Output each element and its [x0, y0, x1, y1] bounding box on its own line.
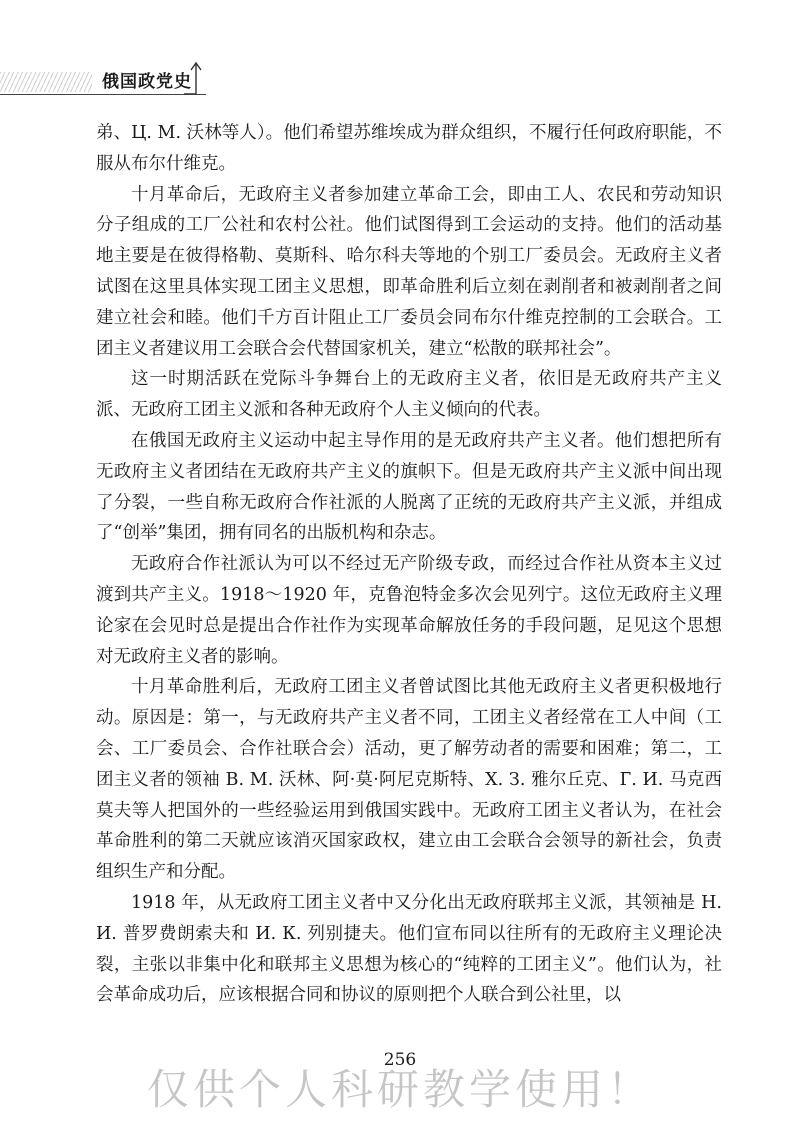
up-arrow-icon [182, 60, 208, 96]
watermark: 仅供个人科研教学使用！ [146, 1065, 653, 1114]
paragraph: 这一时期活跃在党际斗争舞台上的无政府主义者，依旧是无政府共产主义派、无政府工团主义派和各种无政府个人主义倾向的代表。 [96, 369, 722, 421]
paragraph: 在俄国无政府主义运动中起主导作用的是无政府共产主义者。他们想把所有无政府主义者团结在无政府共产主义的旗帜下。但是无政府共产主义派中间出现了分裂，一些自称无政府合作社派的人脱离了正统的无政府共产主义派，并组成了“创举”集团，拥有同名的出版机构和杂志。 [96, 430, 722, 544]
running-header [0, 60, 220, 100]
paragraph: 无政府合作社派认为可以不经过无产阶级专政，而经过合作社从资本主义过渡到共产主义。1918～1920 年，克鲁泡特金多次会见列宁。这位无政府主义理论家在会见时总是提出合作社作为实现革命解放任务的手段问题，足见这个思想对无政府主义者的影响。 [96, 554, 722, 667]
paragraph-continued: 弟、Ц. М. 沃林等人）。他们希望苏维埃成为群众组织，不履行任何政府职能，不服从布尔什维克。 [96, 123, 722, 174]
header-rule [0, 94, 206, 95]
header-hatch-decoration [0, 72, 92, 92]
paragraph: 十月革命后，无政府主义者参加建立革命工会，即由工人、农民和劳动知识分子组成的工厂公社和农村公社。他们试图得到工会运动的支持。他们的活动基地主要是在彼得格勒、莫斯科、哈尔科夫等地的个别工厂委员会。无政府主义者试图在这里具体实现工团主义思想，即革命胜利后立刻在剥削者和被剥削者之间建立社会和睦。他们千方百计阻止工厂委员会同布尔什维克控制的工会联合。工团主义者建议用工会联合会代替国家机关，建立“松散的联邦社会”。 [96, 184, 722, 359]
paragraph: 十月革命胜利后，无政府工团主义者曾试图比其他无政府主义者更积极地行动。原因是：第一，与无政府共产主义者不同，工团主义者经常在工人中间（工会、工厂委员会、合作社联合会）活动，更了解劳动者的需要和困难；第二，工团主义者的领袖 В. М. 沃林、阿·莫·阿尼克斯特、Х. З. 雅尔丘克、Г. И. 马克西莫夫等人把国外的一些经验运用到俄国实践中。无政府工团主义者认为，在社会革命胜利的第二天就应该消灭国家政权，建立由工会联合会领导的新社会，负责组织生产和分配。 [96, 677, 722, 883]
paragraph: 1918 年，从无政府工团主义者中又分化出无政府联邦主义派，其领袖是 Н. И. 普罗费朗索夫和 И. К. 列别捷夫。他们宣布同以往所有的无政府主义理论决裂，主张以非集中化和联邦主义思想为核心的“纯粹的工团主义”。他们认为，社会革命成功后，应该根据合同和协议的原则把个人联合到公社里，以 [96, 892, 722, 1006]
header-title: 俄国政党史 [102, 72, 192, 92]
page-number: 256 [383, 1050, 417, 1070]
body-text [96, 118, 722, 1011]
